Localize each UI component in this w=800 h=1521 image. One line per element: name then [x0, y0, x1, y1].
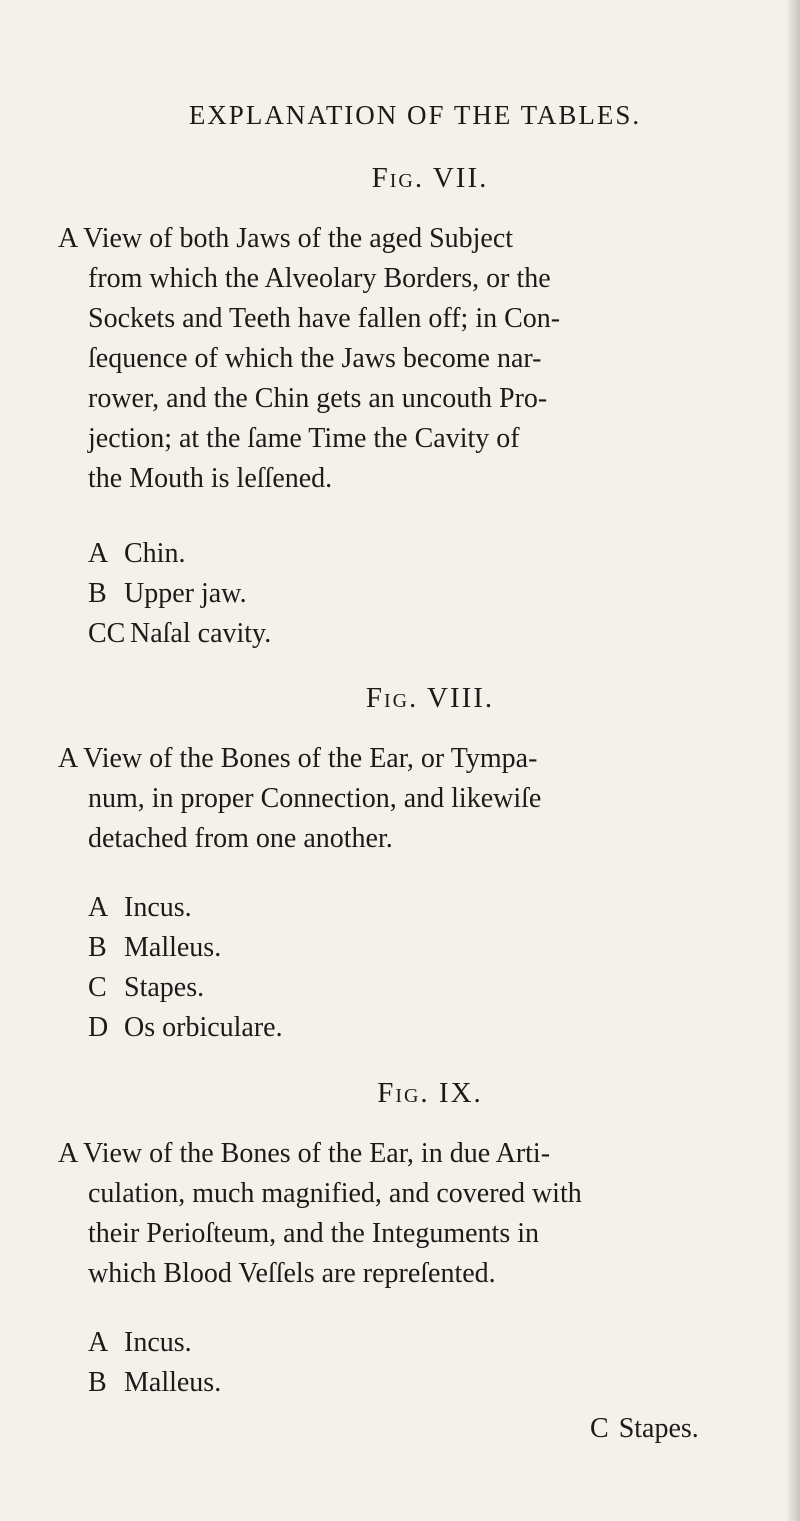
running-head-text: EXPLANATION OF THE TABLES. [188, 100, 642, 130]
item-key: D [88, 1012, 109, 1043]
fig-ix-heading [0, 1077, 800, 1110]
fig-vii-line-3: Sockets and Teeth have fallen off; in Con- [88, 303, 561, 334]
item-label: Os orbiculare. [124, 1012, 283, 1043]
fig-vii-line-6: jection; at the ſame Time the Cavity of [88, 423, 520, 454]
item-label: Chin. [124, 538, 186, 569]
fig-vii-line-4: ſequence of which the Jaws become nar- [88, 343, 542, 374]
fig-ix-line-2: culation, much magnified, and covered with [88, 1178, 582, 1209]
fig-ix-line-3: their Perioſteum, and the Integuments in [88, 1218, 540, 1249]
item-key: A [88, 538, 109, 569]
item-label: Upper jaw. [124, 578, 247, 609]
item-key: C [88, 972, 107, 1003]
fig-viii-item-a [88, 892, 192, 924]
fig-ix-item-a [88, 1327, 192, 1359]
item-key: B [88, 578, 107, 609]
item-key: CC [88, 618, 126, 649]
fig-viii-item-b [88, 932, 221, 964]
item-key: B [88, 932, 107, 963]
item-label: Stapes. [124, 972, 205, 1003]
item-label: Incus. [124, 892, 192, 923]
fig-ix-line-1: A View of the Bones of the Ear, in due Arti- [58, 1138, 551, 1169]
fig-vii-line-7: the Mouth is leſſened. [88, 463, 333, 494]
item-key: B [88, 1367, 107, 1398]
item-key: A [88, 1327, 109, 1358]
fig-vii-line-1: A View of both Jaws of the aged Subject [58, 223, 514, 254]
item-label: Malleus. [124, 932, 222, 963]
item-key: A [88, 892, 109, 923]
fig-viii-line-3: detached from one another. [88, 823, 393, 854]
fig-ix-line-4: which Blood Veſſels are repreſented. [88, 1258, 496, 1289]
item-label: Malleus. [124, 1367, 222, 1398]
fig-viii-heading [0, 682, 800, 715]
catchword [590, 1413, 699, 1445]
fig-vii-item-b [88, 578, 247, 610]
fig-viii-item-c [88, 972, 204, 1004]
fig-viii-line-1: A View of the Bones of the Ear, or Tympa- [58, 743, 538, 774]
fig-vii-heading-text: Fig. VII. [371, 162, 489, 194]
fig-vii-item-cc [88, 618, 271, 650]
fig-viii-heading-text: Fig. VIII. [365, 682, 495, 714]
item-label: Naſal cavity. [130, 618, 272, 649]
fig-vii-line-2: from which the Alveolary Borders, or the [88, 263, 551, 294]
running-head [0, 100, 800, 131]
page-edge-shadow [786, 0, 800, 1521]
fig-vii-heading [0, 162, 800, 195]
fig-ix-heading-text: Fig. IX. [377, 1077, 483, 1109]
item-label: Incus. [124, 1327, 192, 1358]
catchword-label: Stapes. [618, 1413, 699, 1444]
fig-ix-item-b [88, 1367, 221, 1399]
catchword-key: C [590, 1413, 609, 1444]
fig-vii-item-a [88, 538, 185, 570]
fig-viii-line-2: num, in proper Connection, and likewiſe [88, 783, 542, 814]
fig-vii-line-5: rower, and the Chin gets an uncouth Pro- [88, 383, 548, 414]
fig-viii-item-d [88, 1012, 283, 1044]
